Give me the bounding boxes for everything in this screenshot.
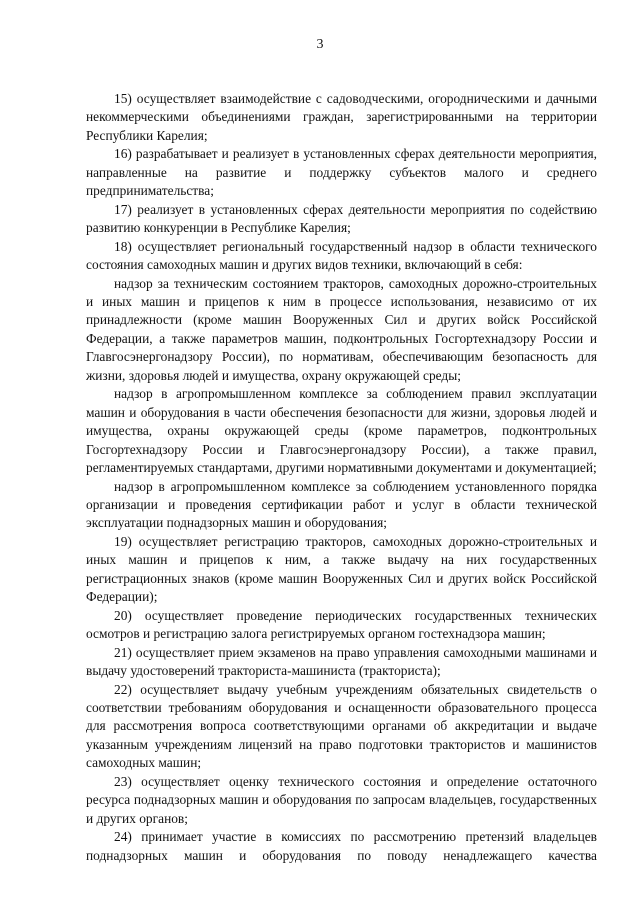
paragraph-item-22: 22) осуществляет выдачу учебным учреждениям обязательных свидетельств о соответствии требованиям оборудования и оснащенности образовательного процесса для рассмотрения вопроса соответствующими органами об аккредитации и выдаче указанным учреждениям лицензий на право подготовки трактористов и машинистов самоходных машин; bbox=[86, 681, 597, 771]
paragraph-supervision-operation-rules: надзор в агропромышленном комплексе за соблюдением правил эксплуатации машин и оборудования в части обеспечения безопасности для жизни, здоровья людей и имущества, охраны окружающей среды (кроме параметров, подконтрольных Госгортехнадзору России и Главгосэнергонадзору России), а также правил, регламентируемых стандартами, другими нормативными документами и документацией; bbox=[86, 386, 597, 476]
paragraph-item-21: 21) осуществляет прием экзаменов на право управления самоходными машинами и выдачу удостоверений тракториста-машиниста (тракториста); bbox=[86, 644, 597, 679]
paragraph-item-20: 20) осуществляет проведение периодических государственных технических осмотров и регистрацию залога регистрируемых органом гостехнадзора машин; bbox=[86, 607, 597, 642]
paragraph-item-18: 18) осуществляет региональный государственный надзор в области технического состояния самоходных машин и других видов техники, включающий в себя: bbox=[86, 238, 597, 273]
paragraph-item-23: 23) осуществляет оценку технического состояния и определение остаточного ресурса поднадзорных машин и оборудования по запросам владельцев, государственных и других органов; bbox=[86, 773, 597, 826]
paragraph-item-16: 16) разрабатывает и реализует в установленных сферах деятельности мероприятия, направленные на развитие и поддержку субъектов малого и среднего предпринимательства; bbox=[86, 146, 597, 199]
paragraph-item-15: 15) осуществляет взаимодействие с садоводческими, огородническими и дачными некоммерческими объединениями граждан, зарегистрированными на территории Республики Карелия; bbox=[86, 91, 597, 143]
paragraph-item-24: 24) принимает участие в комиссиях по рассмотрению претензий владельцев поднадзорных машин и оборудования по поводу ненадлежащего качества bbox=[86, 829, 597, 863]
page-number: 3 bbox=[316, 37, 324, 52]
document-body bbox=[86, 90, 597, 865]
paragraph-supervision-technical-state: надзор за техническим состоянием тракторов, самоходных дорожно-строительных и иных машин и прицепов к ним в процессе использования, независимо от их принадлежности (кроме машин Вооруженных Сил и других войск Российской Федерации, а также параметров машин, подконтрольных Госгортехнадзору России и Главгосэнергонадзору России), по нормативам, обеспечивающим безопасность для жизни, здоровья людей и имущества, охрану окружающей среды; bbox=[86, 275, 597, 383]
paragraph-supervision-certification: надзор в агропромышленном комплексе за соблюдением установленного порядка организации и проведения сертификации работ и услуг в области технической эксплуатации поднадзорных машин и оборудования; bbox=[86, 478, 597, 531]
paragraph-item-19: 19) осуществляет регистрацию тракторов, самоходных дорожно-строительных и иных машин и прицепов к ним, а также выдачу на них государственных регистрационных знаков (кроме машин Вооруженных Сил и других войск Российской Федерации); bbox=[86, 533, 597, 605]
paragraph-item-17: 17) реализует в установленных сферах деятельности мероприятия по содействию развитию конкуренции в Республике Карелия; bbox=[86, 201, 597, 236]
